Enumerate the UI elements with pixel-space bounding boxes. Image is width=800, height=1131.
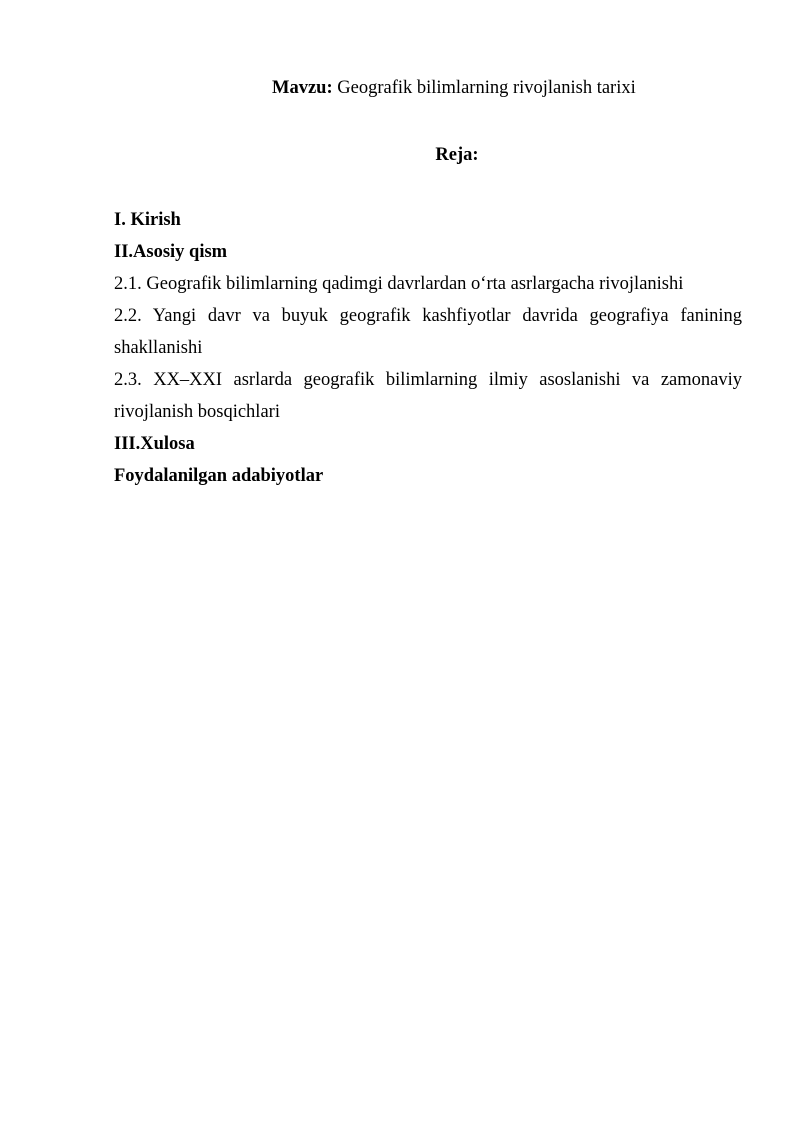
topic-line (272, 75, 636, 101)
plan-item-2-3-line2: rivojlanish bosqichlari (114, 402, 280, 422)
plan-item-2-2-line1: 2.2. Yangi davr va buyuk geografik kashfiyotlar davrida geografiya fanining (114, 306, 742, 326)
plan-item-conclusion: III.Xulosa (114, 434, 195, 454)
topic-text: Geografik bilimlarning rivojlanish tarixi (337, 78, 636, 98)
plan-item-2-2-line2: shakllanishi (114, 338, 203, 358)
plan-heading: Reja: (435, 145, 479, 165)
plan-item-references: Foydalanilgan adabiyotlar (114, 466, 324, 486)
plan-item-2-3-line1: 2.3. XX–XXI asrlarda geografik bilimlarning ilmiy asoslanishi va zamonaviy (114, 370, 742, 390)
plan-item-intro: I. Kirish (114, 210, 181, 230)
plan-item-2-3 (114, 364, 742, 428)
plan-item-2-2 (114, 300, 742, 364)
plan-list (114, 204, 742, 492)
plan-item-main-part: II.Asosiy qism (114, 242, 228, 262)
plan-item-2-1: 2.1. Geografik bilimlarning qadimgi davrlardan o‘rta asrlargacha rivojlanishi (114, 274, 684, 294)
topic-label: Mavzu: (272, 78, 333, 98)
